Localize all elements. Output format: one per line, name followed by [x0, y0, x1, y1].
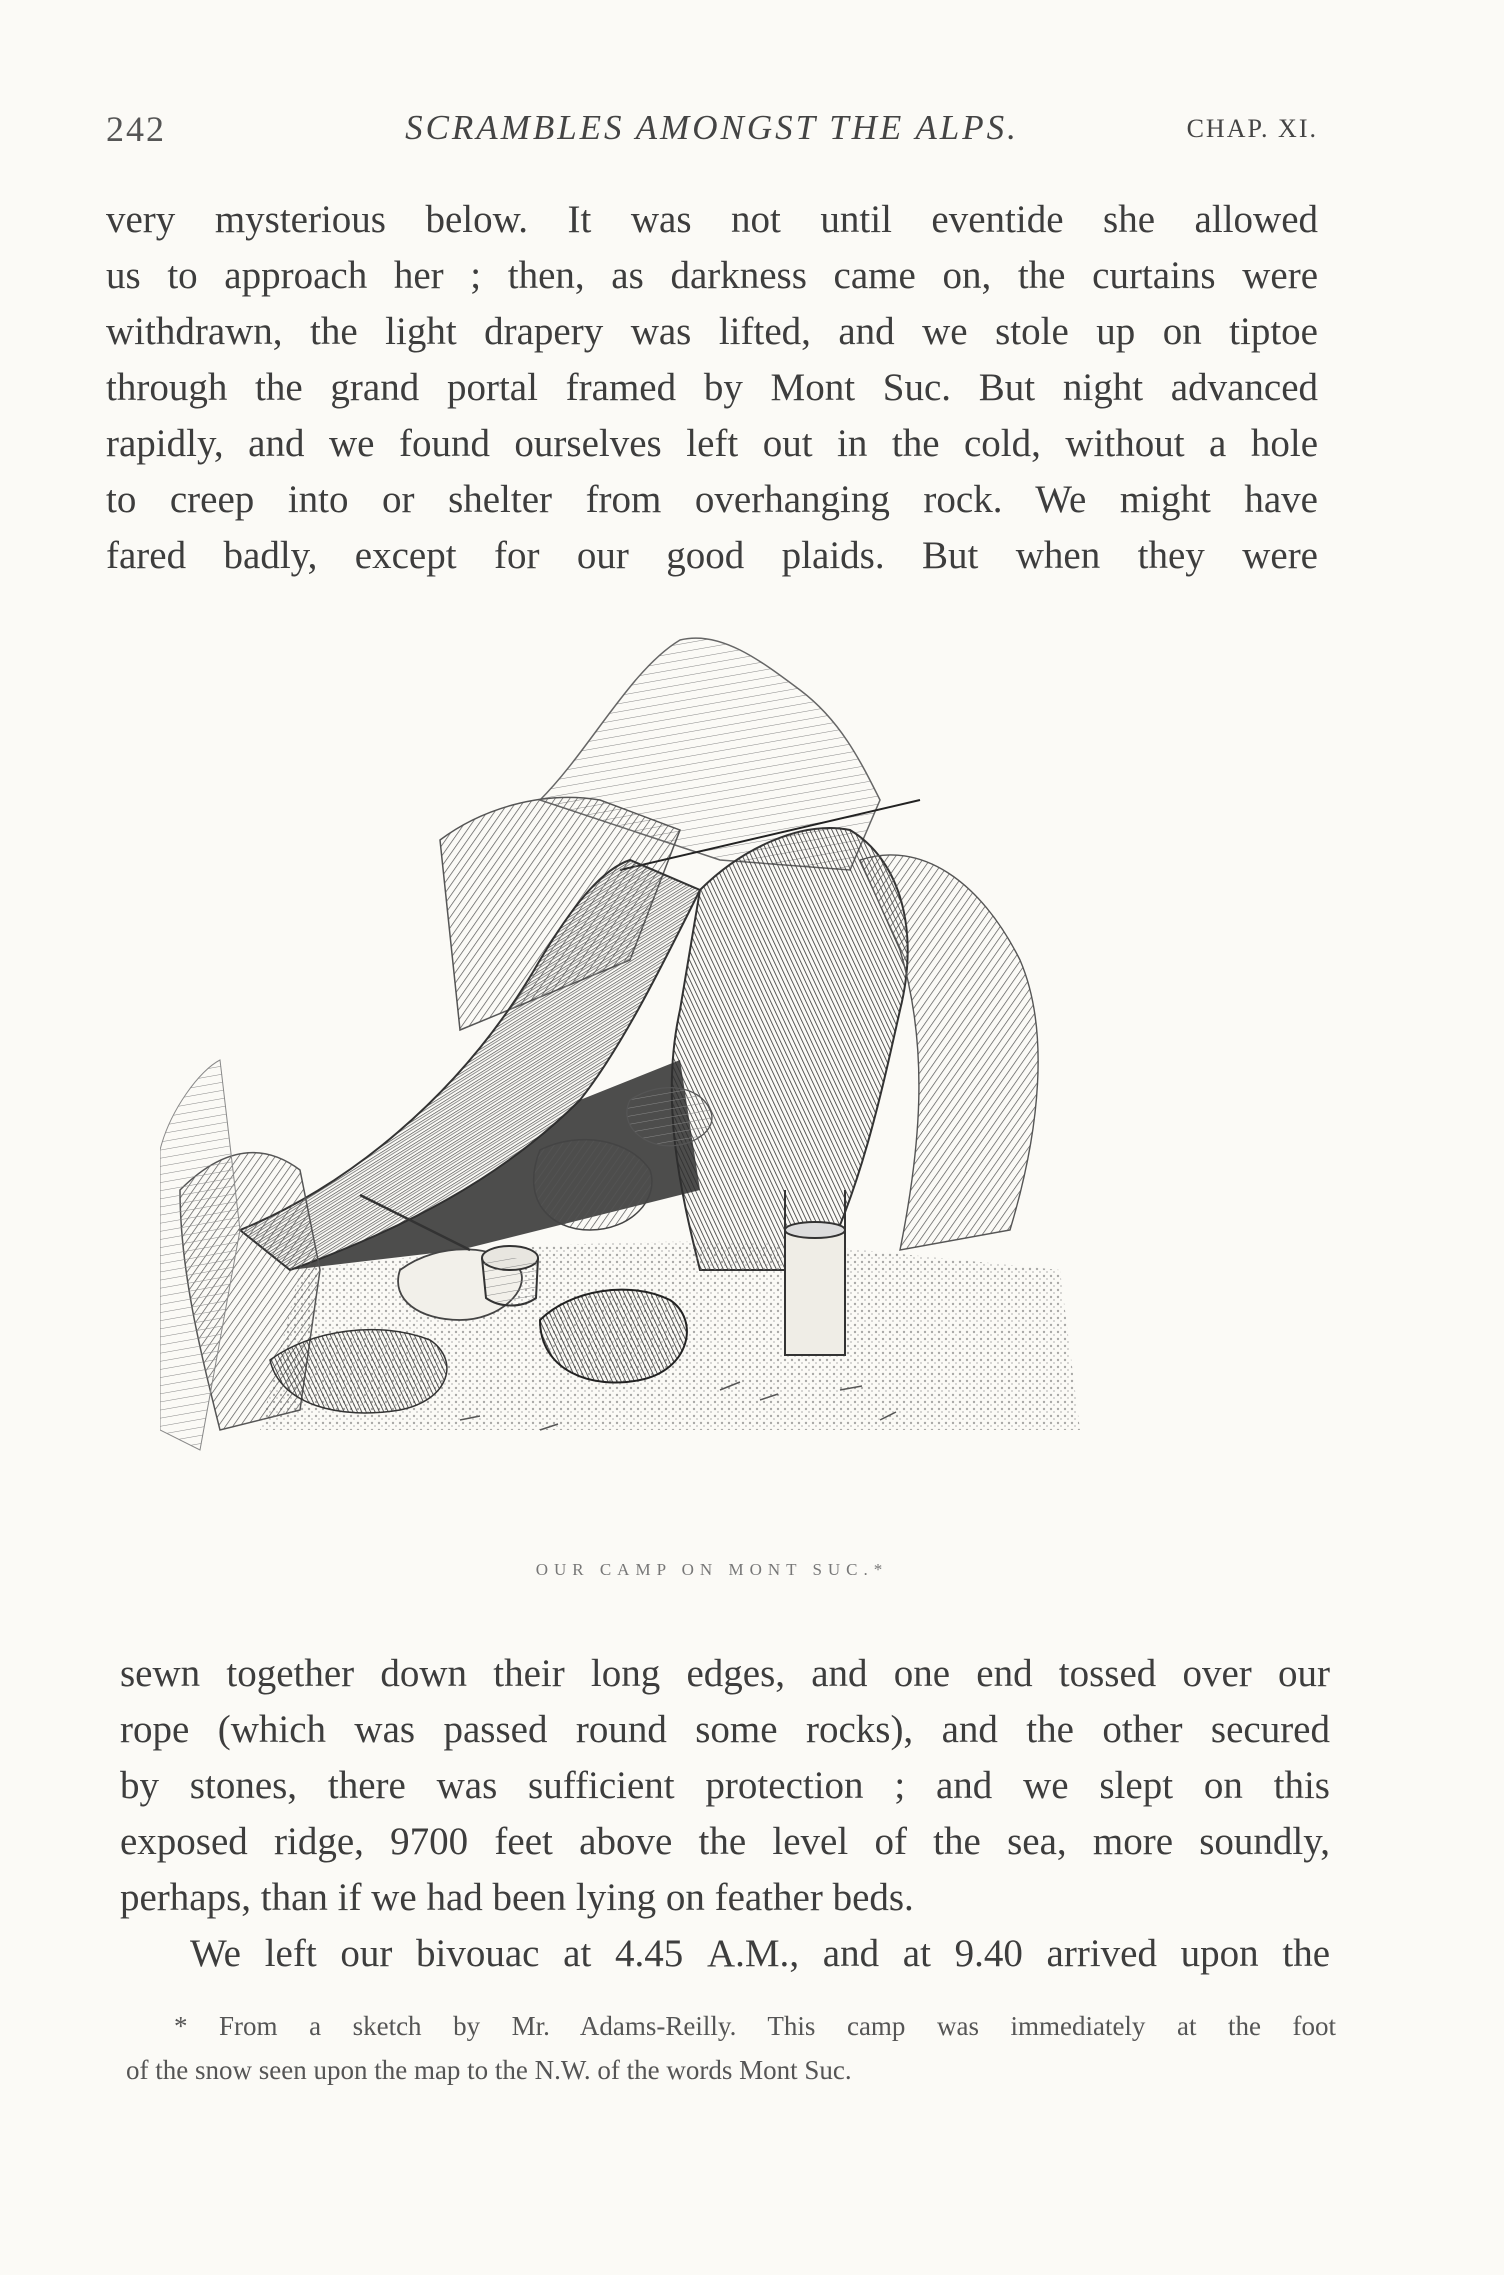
running-title: SCRAMBLES AMONGST THE ALPS.: [405, 108, 1019, 147]
right-rock-mass: [672, 828, 908, 1270]
page-number: 242: [106, 109, 166, 149]
text-line: to creep into or shelter from overhanging rock. We might have: [106, 478, 1318, 521]
footnote-line: of the snow seen upon the map to the N.W. of the words Mont Suc.: [126, 2055, 852, 2085]
text-line: very mysterious below. It was not until eventide she allowed: [106, 198, 1318, 241]
figure-caption: OUR CAMP ON MONT SUC.*: [535, 1560, 889, 1579]
text-line: fared badly, except for our good plaids. But when they were: [106, 534, 1318, 577]
footnote: [126, 2004, 1336, 2092]
text-line: rapidly, and we found ourselves left out in the cold, without a hole: [106, 422, 1318, 465]
footnote-line: * From a sketch by Mr. Adams-Reilly. This camp was immediately at the foot: [174, 2011, 1336, 2041]
text-line: through the grand portal framed by Mont Suc. But night advanced: [106, 366, 1318, 409]
chapter-label: CHAP. XI.: [1186, 114, 1318, 143]
top-paragraph: [106, 192, 1318, 584]
text-line: exposed ridge, 9700 feet above the level of the sea, more soundly,: [120, 1820, 1330, 1863]
text-segment: We left our bivouac at 4.45: [190, 1932, 707, 1975]
camp-engraving: [160, 630, 1290, 1550]
text-segment: , and at 9.40 arrived upon the: [789, 1932, 1330, 1975]
text-line: perhaps, than if we had been lying on feather beds.: [120, 1876, 914, 1919]
text-line: withdrawn, the light drapery was lifted, and we stole up on tiptoe: [106, 310, 1318, 353]
text-line: by stones, there was sufficient protection ; and we slept on this: [120, 1764, 1330, 1807]
text-line: rope (which was passed round some rocks), and the other secured: [120, 1708, 1330, 1751]
tall-can: [785, 1230, 845, 1355]
boulder: [534, 1140, 652, 1230]
page-header: [106, 108, 1318, 158]
text-line: sewn together down their long edges, and one end tossed over our: [120, 1652, 1330, 1695]
tall-can-rim: [785, 1222, 845, 1238]
cooking-pot-body: [482, 1258, 538, 1306]
paragraph-start-line: [120, 1926, 1330, 1982]
boulder: [627, 1088, 712, 1146]
time-am: A.M.: [706, 1932, 790, 1975]
bottom-paragraph: [120, 1646, 1330, 1982]
text-line: us to approach her ; then, as darkness came on, the curtains were: [106, 254, 1318, 297]
